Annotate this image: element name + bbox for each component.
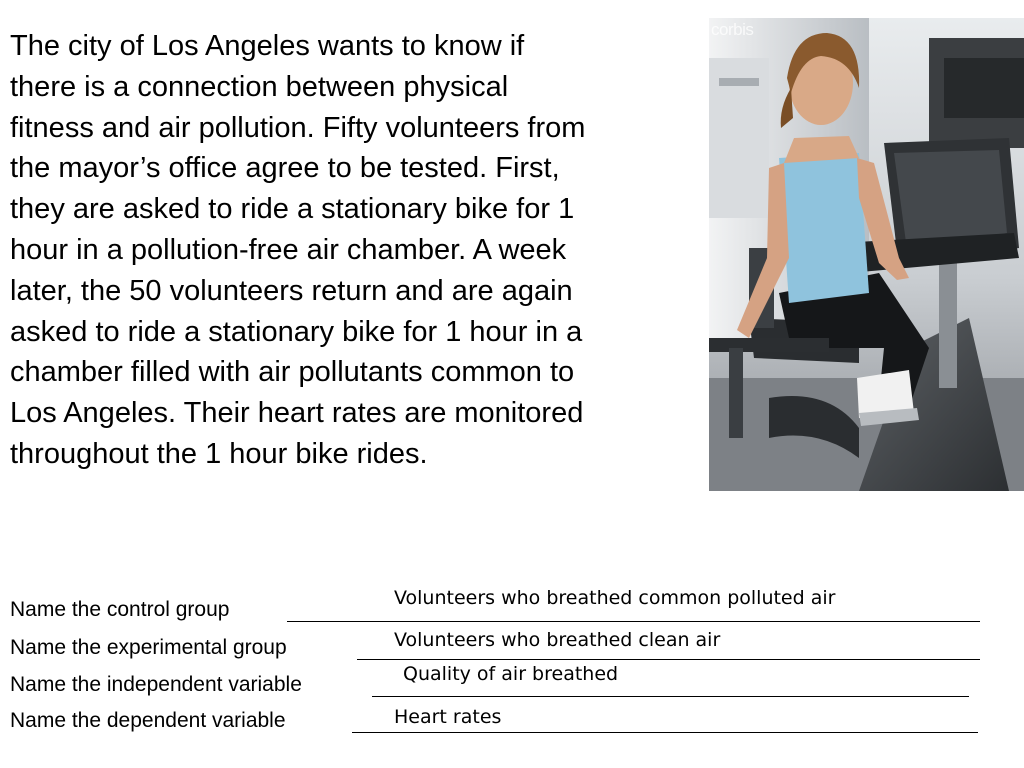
passage-line: the mayor’s office agree to be tested. First,	[10, 152, 560, 185]
independent-variable-blank	[372, 695, 969, 697]
photo-watermark: corbis	[711, 20, 754, 39]
independent-variable-answer: Quality of air breathed	[403, 663, 619, 685]
passage-line: there is a connection between physical	[10, 70, 509, 103]
passage-text	[10, 26, 700, 475]
control-group-answer: Volunteers who breathed common polluted air	[394, 587, 836, 609]
passage-line: asked to ride a stationary bike for 1 hour in a	[10, 315, 583, 348]
passage-line: chamber filled with air pollutants common to	[10, 356, 575, 389]
control-group-label: Name the control group	[10, 598, 230, 621]
passage-line: they are asked to ride a stationary bike for 1	[10, 193, 575, 226]
passage-line: Los Angeles. Their heart rates are monitored	[10, 397, 584, 430]
experimental-group-blank	[357, 658, 980, 660]
dependent-variable-label: Name the dependent variable	[10, 709, 286, 732]
passage-line: fitness and air pollution. Fifty volunteers from	[10, 111, 586, 144]
passage-line: throughout the 1 hour bike rides.	[10, 437, 428, 470]
woman-on-stationary-bike-illustration	[709, 18, 1024, 491]
passage-line: The city of Los Angeles wants to know if	[10, 30, 525, 62]
dependent-variable-answer: Heart rates	[394, 706, 502, 728]
control-group-blank	[287, 620, 980, 622]
dependent-variable-blank	[352, 731, 978, 733]
experimental-group-label: Name the experimental group	[10, 636, 287, 659]
independent-variable-label: Name the independent variable	[10, 673, 302, 696]
passage-line: hour in a pollution-free air chamber. A week	[10, 233, 567, 266]
passage-line: later, the 50 volunteers return and are again	[10, 274, 573, 307]
experimental-group-answer: Volunteers who breathed clean air	[394, 629, 721, 651]
exercise-bike-photo	[709, 18, 1024, 491]
